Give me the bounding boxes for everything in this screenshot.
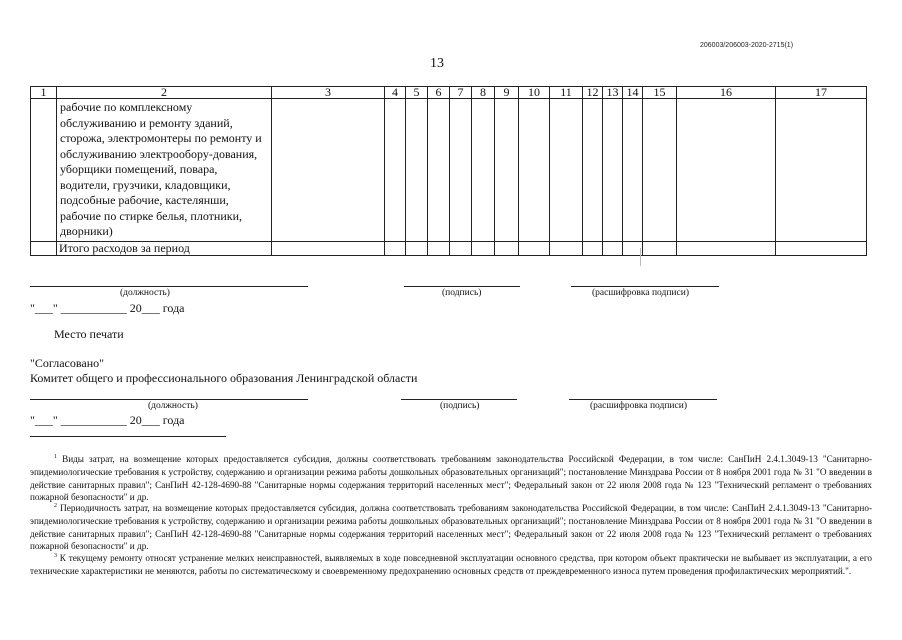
column-header: 3 — [272, 87, 385, 99]
signature-label: (подпись) — [440, 401, 480, 411]
column-header: 1 — [31, 87, 57, 99]
position-label: (должность) — [120, 288, 170, 298]
column-header: 11 — [550, 87, 583, 99]
column-header: 2 — [57, 87, 272, 99]
page-number: 13 — [430, 56, 444, 71]
signature-line — [404, 286, 520, 287]
decoding-line — [569, 399, 717, 400]
column-header: 6 — [428, 87, 450, 99]
table-row — [31, 99, 867, 242]
date-line: "___" ___________ 20___ года — [30, 301, 185, 315]
column-header: 10 — [519, 87, 550, 99]
signature-line — [401, 399, 517, 400]
total-label: Итого расходов за период — [57, 241, 272, 255]
expense-table — [30, 86, 867, 256]
decoding-label: (расшифровка подписи) — [590, 401, 687, 411]
column-header: 9 — [495, 87, 519, 99]
position-line — [30, 399, 308, 400]
footnote-separator — [30, 436, 226, 437]
row-description: рабочие по комплексному обслуживанию и ремонту зданий, сторожа, электромонтеры по ремонту и обслуживанию электрообору-дования, уборщики помещений, повара, водители, грузчики, кладовщики, подсобные рабочие, кастелянши, рабочие по стирке белья, плотники, дворники) — [57, 99, 272, 242]
signature-label: (подпись) — [442, 288, 482, 298]
scan-mark — [640, 248, 641, 266]
date-line: "___" ___________ 20___ года — [30, 413, 185, 427]
column-header: 17 — [776, 87, 867, 99]
column-header: 4 — [385, 87, 406, 99]
table-header-row — [31, 87, 867, 99]
column-header: 8 — [472, 87, 495, 99]
footnote-2: $^2$ Периодичность затрат, на возмещение которых предоставляется субсидия, должна соответствовать требованиям законодательства Российской Федерации, в том числе: СанПиН 2.4.1.3049-13 "Санитарно-эпидемиологические требования к устройству, содержанию и организации режима работы дошкольных образовательных организаций"; постановление Минздрава России от 8 ноября 2001 года № 31 "О введении в действие санитарных правил"; СанПиН 42-128-4690-88 "Санитарные нормы содержания территорий населенных мест"; Федеральный закон от 22 июля 2008 года № 123 "Технический регламент о требованиях пожарной безопасности" и др. — [30, 503, 873, 552]
column-header: 13 — [603, 87, 623, 99]
agreed-title: "Согласовано" — [30, 356, 105, 370]
column-header: 15 — [643, 87, 677, 99]
footnote-3: $^3$ К текущему ремонту относят устранение мелких неисправностей, выявляемых в ходе повседневной эксплуатации основного средства, при котором объект практически не выбывает из эксплуатации, а его технические характеристики не меняются, работы по систематическому и своевременному предохранению основных средств от преждевременного износа путем проведения профилактических мероприятий.". — [30, 553, 872, 576]
column-header: 14 — [623, 87, 643, 99]
column-header: 16 — [677, 87, 776, 99]
document-id: 206003/206003-2020-2715(1) — [700, 42, 794, 49]
decoding-line — [571, 286, 719, 287]
position-label: (должность) — [148, 401, 198, 411]
decoding-label: (расшифровка подписи) — [592, 288, 689, 298]
position-line — [30, 286, 308, 287]
column-header: 12 — [583, 87, 603, 99]
total-row — [31, 241, 867, 255]
committee-name: Комитет общего и профессионального образования Ленинградской области — [30, 371, 418, 385]
column-header: 7 — [450, 87, 472, 99]
footnote-1: $^1$ Виды затрат, на возмещение которых предоставляется субсидия, должны соответствовать требованиям законодательства Российской Федерации, в том числе: СанПиН 2.4.1.3049-13 "Санитарно-эпидемиологические требования к устройству, содержанию и организации режима работы дошкольных образовательных организаций"; постановление Минздрава России от 8 ноября 2001 года № 31 "О введении в действие санитарных правил"; СанПиН 42-128-4690-88 "Санитарные нормы содержания территорий населенных мест"; Федеральный закон от 22 июля 2008 года № 123 "Технический регламент о требованиях пожарной безопасности" и др. — [30, 454, 873, 503]
stamp-place: Место печати — [54, 327, 124, 341]
column-header: 5 — [406, 87, 428, 99]
